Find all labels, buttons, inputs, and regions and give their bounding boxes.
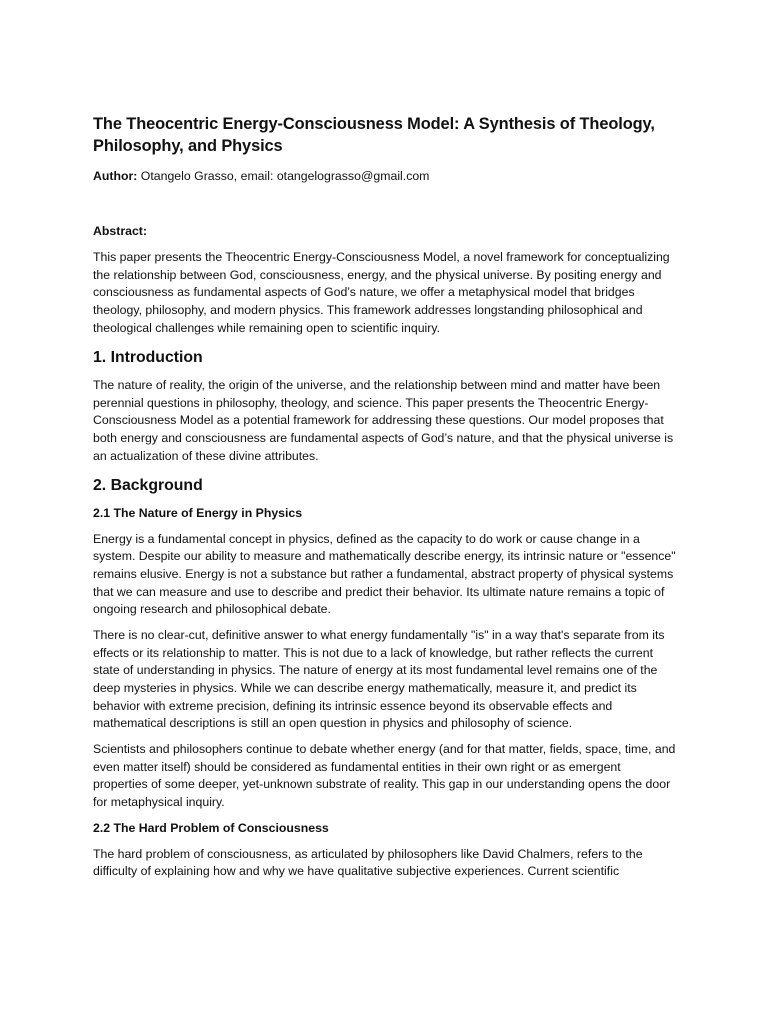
introduction-paragraph: The nature of reality, the origin of the universe, and the relationship between mind and matter have been perennial questions in philosophy, theology, and science. This paper presents the Theocentric Energy-Consciousness Model as a potential framework for addressing these questions. Our model proposes that both energy and consciousness are fundamental aspects of God’s nature, and that the physical universe is an actualization of these divine attributes.	[93, 378, 674, 463]
abstract-text: This paper presents the Theocentric Energy-Consciousness Model, a novel framework for conceptualizing the relationship between God, consciousness, energy, and the physical universe. By positing energy and consciousness as fundamental aspects of God’s nature, we offer a metaphysical model that bridges theology, philosophy, and modern physics. This framework addresses longstanding philosophical and theological challenges while remaining open to scientific inquiry.	[93, 250, 670, 335]
energy-paragraph-1: Energy is a fundamental concept in physics, defined as the capacity to do work or cause change in a system. Despite our ability to measure and mathematically describe energy, its intrinsic nature or "essence" remains elusive. Energy is not a substance but rather a fundamental, abstract property of physical systems that we can measure and use to describe and predict their behavior. Its ultimate nature remains a topic of ongoing research and philosophical debate.	[93, 531, 676, 617]
consciousness-paragraph-1: The hard problem of consciousness, as articulated by philosophers like David Chalmers, refers to the difficulty of explaining how and why we have qualitative subjective experiences. Current scientific	[93, 846, 643, 879]
section-heading-background: 2. Background	[93, 477, 203, 495]
author-text: Otangelo Grasso, email: otangelograsso@gmail.com	[137, 169, 430, 183]
subsection-heading-energy: 2.1 The Nature of Energy in Physics	[93, 506, 303, 521]
energy-paragraph-2: There is no clear-cut, definitive answer to what energy fundamentally "is" in a way that's separate from its effects or its relationship to matter. This is not due to a lack of knowledge, but rather reflects the current state of understanding in physics. The nature of energy at its most fundamental level remains one of the deep mysteries in physics. While we can describe energy mathematically, measure it, and predict its behavior with extreme precision, defining its intrinsic essence beyond its observable effects and mathematical descriptions is still an open question in physics and philosophy of science.	[93, 628, 665, 731]
paper-title: The Theocentric Energy-Consciousness Model: A Synthesis of Theology, Philosophy, and Physics	[93, 115, 655, 155]
document-page	[93, 114, 678, 889]
energy-paragraph-3: Scientists and philosophers continue to debate whether energy (and for that matter, fields, space, time, and even matter itself) should be considered as fundamental entities in their own right or as emergent properties of some deeper, yet-unknown substrate of reality. This gap in our understanding opens the door for metaphysical inquiry.	[93, 742, 676, 810]
section-heading-introduction: 1. Introduction	[93, 349, 203, 367]
subsection-heading-consciousness: 2.2 The Hard Problem of Consciousness	[93, 821, 329, 836]
author-label: Author:	[93, 169, 138, 183]
abstract-label: Abstract:	[93, 223, 147, 238]
author-line	[93, 168, 678, 186]
